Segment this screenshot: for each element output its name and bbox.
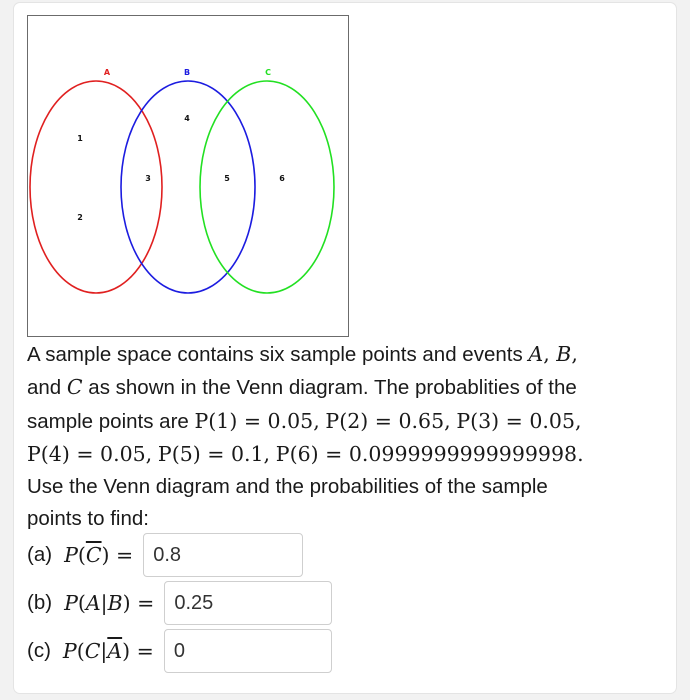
point-4-label: 4 — [184, 114, 190, 123]
problem-text — [27, 338, 667, 536]
point-3-label: 3 — [145, 174, 151, 183]
question-c-part: (c) — [27, 639, 51, 662]
question-b-expression: P(A|B) = — [64, 591, 155, 615]
question-a-part: (a) — [27, 543, 53, 566]
set-a-label: A — [103, 68, 111, 77]
point-1-label: 1 — [77, 134, 83, 143]
prob-2: P(2) = 0.65, — [325, 408, 451, 433]
question-b-part: (b) — [27, 591, 53, 614]
event-a: A, B, — [528, 342, 578, 366]
venn-diagram — [27, 15, 349, 337]
problem-line-3 — [27, 405, 667, 438]
problem-line-4 — [27, 438, 667, 471]
problem-line-1 — [27, 338, 667, 371]
answer-a-input[interactable] — [143, 533, 303, 577]
problem-line-6: points to find: — [27, 507, 149, 531]
point-2-label: 2 — [77, 213, 83, 222]
answer-c-input[interactable] — [164, 629, 332, 673]
problem-text-span: sample points are — [27, 409, 195, 433]
prob-4: P(4) = 0.05, — [27, 441, 153, 466]
prob-5: P(5) = 0.1, — [157, 441, 271, 466]
set-b-label: B — [183, 68, 191, 77]
problem-text-span: as shown in the Venn diagram. The probablities of the — [82, 376, 577, 400]
question-a-row — [27, 532, 303, 578]
problem-text-span: and — [27, 376, 67, 400]
set-b-circle — [121, 81, 255, 293]
answer-b-input[interactable] — [164, 581, 332, 625]
question-c-row — [27, 628, 332, 674]
point-5-label: 5 — [224, 174, 230, 183]
venn-diagram-svg — [28, 16, 348, 336]
point-6-label: 6 — [279, 174, 285, 183]
problem-text-span: A sample space contains six sample points and events — [27, 343, 529, 366]
problem-line-2 — [27, 371, 667, 404]
set-c-circle — [200, 81, 334, 293]
set-a-circle — [30, 81, 162, 293]
prob-1: P(1) = 0.05, — [194, 408, 320, 433]
event-c: C — [66, 375, 83, 400]
set-c-label: C — [265, 68, 271, 77]
prob-6: P(6) = 0.0999999999999998. — [275, 441, 584, 466]
question-c-expression: $P(C|\overline{A})$ = — [62, 639, 154, 663]
question-a-expression: $P(\overline{C})$ = — [64, 543, 134, 567]
prob-3: P(3) = 0.05, — [456, 408, 582, 433]
problem-line-5: Use the Venn diagram and the probabilities of the sample — [27, 475, 548, 499]
question-b-row — [27, 580, 332, 626]
